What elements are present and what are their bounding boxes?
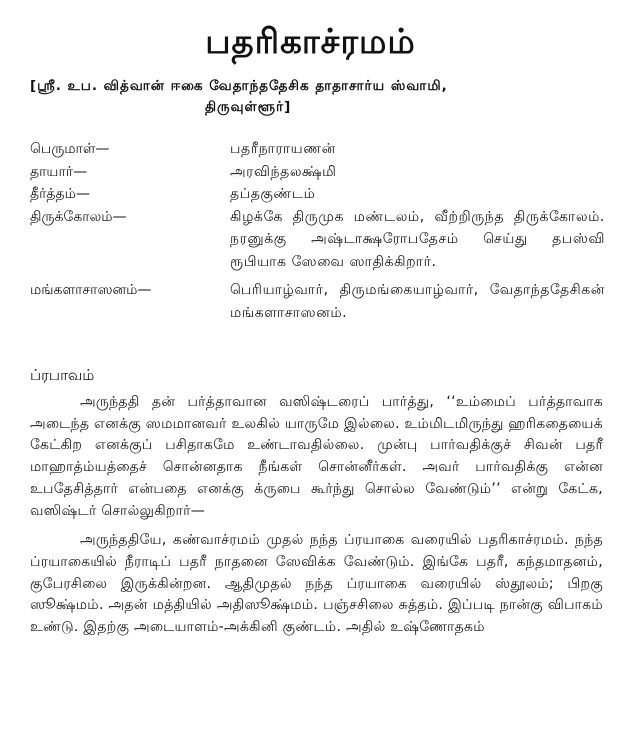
info-value: பெரியாழ்வார், திருமங்கையாழ்வார், வேதாந்ததேசிகன் மங்களாசாஸனம். [230,282,605,321]
page-title: பதரிகாச்ரமம் [205,22,416,62]
paragraph: அருந்ததி தன் பர்த்தாவான வஸிஷ்டரைப் பார்த்து, ‘‘உம்மைப் பர்த்தாவாக அடைந்த எனக்கு ஸமமானவர் உலகில் யாருமே இல்லை. உம்மிடமிருந்து ஹரிகதையைக் கேட்கிற எனக்குப் பசிதாகமே உண்டாவதில்லை. முன்பு பார்வதிக்குச் சிவன் பதரீ மாஹாத்ம்யத்தைச் சொன்னதாக நீங்கள் சொன்னீர்கள். அவர் பார்வதிக்கு என்ன உபதேசித்தார் என்பதை எனக்கு க்ருபை கூர்ந்து சொல்ல வேண்டும்’’ என்று கேட்க, வஸிஷ்டர் சொல்லுகிறார்— [30,394,603,519]
info-row-thayar [30,161,605,184]
section-heading: ப்ரபாவம் [30,366,95,384]
author-line-1: [ஸ்ரீ. உப. வித்வான் ஈகை வேதாந்ததேசிக தாதாசார்ய ஸ்வாமி, [30,78,448,94]
author-credit [30,76,600,118]
info-row-perumal [30,138,605,161]
info-row-thirukkolam [30,206,605,274]
info-value: தப்தகுண்டம் [230,186,316,202]
info-row-theertham [30,183,605,206]
info-label: திருக்கோலம்— [30,208,127,225]
info-row-mangalasasanam [30,279,605,324]
info-label: தாயார்— [30,163,88,180]
info-label: பெருமாள்— [30,141,110,157]
info-value: அரவிந்தலக்ஷ்மி [230,163,337,180]
info-value: கிழக்கே திருமுக மண்டலம், வீற்றிருந்த திருக்கோலம். நரனுக்கு அஷ்டாக்ஷரோபதேசம் செய்து தபஸ்வி ரூபியாக ஸேவை ஸாதிக்கிறார். [230,208,605,270]
body-text [30,392,603,647]
info-label: தீர்த்தம்— [30,186,90,202]
info-label: மங்களாசாஸனம்— [30,282,152,298]
paragraph: அருந்ததியே, கண்வாச்ரமம் முதல் நந்த ப்ரயாகை வரையில் பதரிகாச்ரமம். நந்த ப்ரயாகையில் நீராடிப் பதரீ நாதனை ஸேவிக்க வேண்டும். இங்கே பதரீ, கந்தமாதனம், குபேரசிலை இருக்கின்றன. ஆதிமுதல் நந்த ப்ரயாகை வரையில் ஸ்தூலம்; பிறகு ஸூக்ஷ்மம். அதன் மத்தியில் அதிஸூக்ஷ்மம். பஞ்சசிலை சுத்தம். இப்படி நான்கு விபாகம் உண்டு. இதற்கு அடையாளம்-அக்கினி குண்டம். அதில் உஷ்ணோதகம் [30,532,603,636]
author-line-2: திருவுள்ளூர்] [205,99,292,115]
temple-info [30,138,605,324]
info-value: பதரீநாராயணன் [230,141,336,157]
